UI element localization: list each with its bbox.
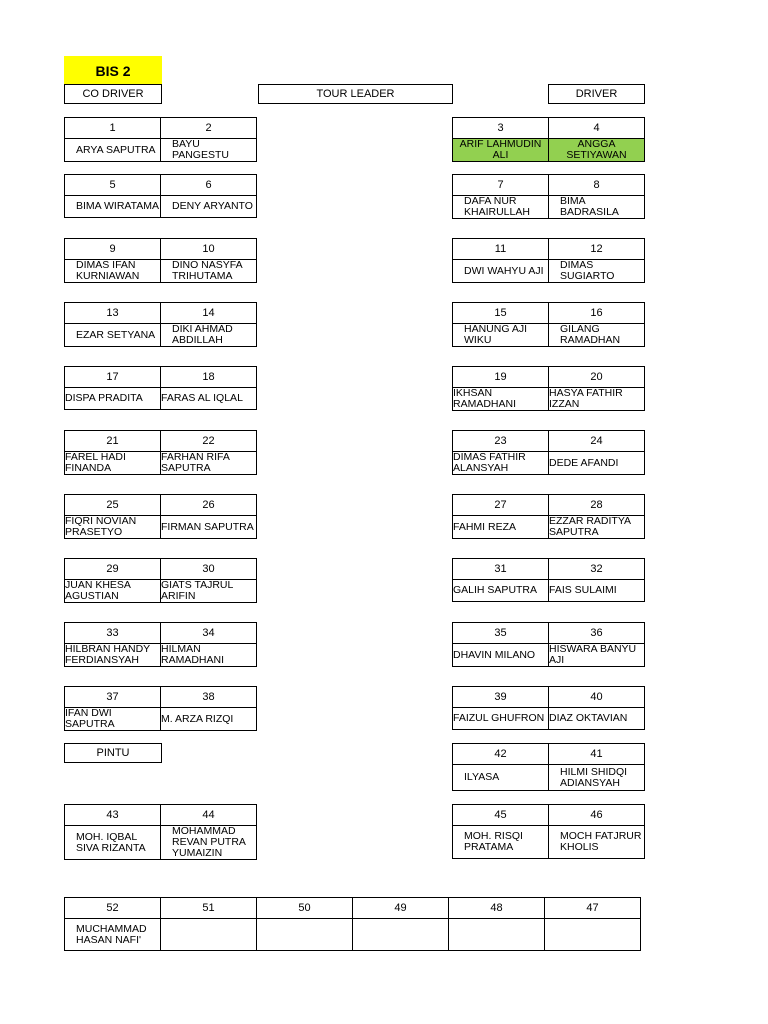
- seat-number: 44: [161, 805, 257, 826]
- passenger-name: MUCHAMMAD HASAN NAFI': [65, 919, 161, 951]
- passenger-name: FAREL HADI FINANDA: [65, 452, 161, 475]
- passenger-name: GIATS TAJRUL ARIFIN: [161, 580, 257, 603]
- seat-number: 32: [549, 559, 645, 580]
- seat-number: 33: [65, 623, 161, 644]
- seat-block-right-9: [452, 622, 645, 667]
- seat-number: 12: [549, 239, 645, 260]
- passenger-name: MOH. IQBAL SIVA RIZANTA: [65, 826, 161, 860]
- seat-block-left-3: [64, 238, 257, 283]
- passenger-name: EZAR SETYANA: [65, 324, 161, 347]
- seat-number: 10: [161, 239, 257, 260]
- seat-number: 46: [549, 805, 645, 826]
- passenger-name: HANUNG AJI WIKU: [453, 324, 549, 347]
- seat-number: 11: [453, 239, 549, 260]
- passenger-name: HILMI SHIDQI ADIANSYAH: [549, 765, 645, 791]
- passenger-name: DISPA PRADITA: [65, 388, 161, 410]
- seat-number: 2: [161, 118, 257, 139]
- passenger-name: [545, 919, 641, 951]
- seat-number: 38: [161, 687, 257, 708]
- seat-block-left-7: [64, 494, 257, 539]
- seat-number: 8: [549, 175, 645, 196]
- seat-block-right-6: [452, 430, 645, 475]
- passenger-name: DIMAS FATHIR ALANSYAH: [453, 452, 549, 475]
- seat-number: 9: [65, 239, 161, 260]
- passenger-name: FARHAN RIFA SAPUTRA: [161, 452, 257, 475]
- seat-number: 6: [161, 175, 257, 196]
- seat-number: 25: [65, 495, 161, 516]
- passenger-name: HILMAN RAMADHANI: [161, 644, 257, 667]
- passenger-name: DAFA NUR KHAIRULLAH: [453, 196, 549, 219]
- passenger-name: GILANG RAMADHAN: [549, 324, 645, 347]
- seat-number: 1: [65, 118, 161, 139]
- passenger-name: BIMA BADRASILA: [549, 196, 645, 219]
- bus-title: BIS 2: [64, 56, 162, 85]
- passenger-name: DIKI AHMAD ABDILLAH: [161, 324, 257, 347]
- seat-block-left-4: [64, 302, 257, 347]
- seat-block-right-2: [452, 174, 645, 219]
- passenger-name: BIMA WIRATAMA: [65, 196, 161, 218]
- tour-leader-label: TOUR LEADER: [258, 84, 453, 104]
- seat-block-right-7: [452, 494, 645, 539]
- passenger-name: IKHSAN RAMADHANI: [453, 388, 549, 411]
- seat-number: 42: [453, 744, 549, 765]
- passenger-name: M. ARZA RIZQI: [161, 708, 257, 731]
- passenger-name: GALIH SAPUTRA: [453, 580, 549, 602]
- seat-number: 5: [65, 175, 161, 196]
- seat-number: 26: [161, 495, 257, 516]
- passenger-name: ILYASA: [453, 765, 549, 791]
- seat-block-right-1: [452, 117, 645, 162]
- seat-number: 22: [161, 431, 257, 452]
- passenger-name: MOHAMMAD REVAN PUTRA YUMAIZIN: [161, 826, 257, 860]
- passenger-name: DENY ARYANTO: [161, 196, 257, 218]
- seat-number: 39: [453, 687, 549, 708]
- seat-number: 49: [353, 898, 449, 919]
- seat-block-right-3: [452, 238, 645, 283]
- passenger-name: HILBRAN HANDY FERDIANSYAH: [65, 644, 161, 667]
- passenger-name: [161, 919, 257, 951]
- co-driver-label: CO DRIVER: [64, 84, 162, 104]
- seat-block-right-5: [452, 366, 645, 411]
- passenger-name: FARAS AL IQLAL: [161, 388, 257, 410]
- seat-number: 36: [549, 623, 645, 644]
- passenger-name-highlighted: ARIF LAHMUDIN ALI: [453, 139, 549, 162]
- seat-block-left-8: [64, 558, 257, 603]
- seat-block-left-2: [64, 174, 257, 218]
- seat-number: 31: [453, 559, 549, 580]
- seat-number: 41: [549, 744, 645, 765]
- seat-block-right-11: [452, 743, 645, 791]
- seat-number: 18: [161, 367, 257, 388]
- seat-number: 20: [549, 367, 645, 388]
- seat-number: 50: [257, 898, 353, 919]
- seat-number: 52: [65, 898, 161, 919]
- seat-number: 4: [549, 118, 645, 139]
- passenger-name: DIMAS SUGIARTO: [549, 260, 645, 283]
- seat-number: 14: [161, 303, 257, 324]
- seat-number: 47: [545, 898, 641, 919]
- seat-block-left-1: [64, 117, 257, 162]
- seat-number: 23: [453, 431, 549, 452]
- passenger-name: DIAZ OKTAVIAN: [549, 708, 645, 730]
- passenger-name: DEDE AFANDI: [549, 452, 645, 475]
- passenger-name: [353, 919, 449, 951]
- passenger-name: EZZAR RADITYA SAPUTRA: [549, 516, 645, 539]
- seat-number: 29: [65, 559, 161, 580]
- seat-block-right-10: [452, 686, 645, 730]
- seat-number: 24: [549, 431, 645, 452]
- seat-block-right-8: [452, 558, 645, 602]
- seat-number: 3: [453, 118, 549, 139]
- seat-number: 34: [161, 623, 257, 644]
- passenger-name: FIRMAN SAPUTRA: [161, 516, 257, 539]
- passenger-name: FAIS SULAIMI: [549, 580, 645, 602]
- passenger-name: [449, 919, 545, 951]
- seat-block-right-12: [452, 804, 645, 859]
- seat-number: 30: [161, 559, 257, 580]
- seat-number: 17: [65, 367, 161, 388]
- seat-block-left-11: [64, 804, 257, 860]
- passenger-name: MOCH FATJRUR KHOLIS: [549, 826, 645, 859]
- seat-number: 37: [65, 687, 161, 708]
- seat-block-right-4: [452, 302, 645, 347]
- seat-number: 7: [453, 175, 549, 196]
- seat-number: 19: [453, 367, 549, 388]
- passenger-name: HASYA FATHIR IZZAN: [549, 388, 645, 411]
- passenger-name: [257, 919, 353, 951]
- seat-number: 16: [549, 303, 645, 324]
- passenger-name: FAHMI REZA: [453, 516, 549, 539]
- passenger-name: DWI WAHYU AJI: [453, 260, 549, 283]
- passenger-name: IFAN DWI SAPUTRA: [65, 708, 161, 731]
- seat-number: 35: [453, 623, 549, 644]
- seat-number: 21: [65, 431, 161, 452]
- passenger-name: FAIZUL GHUFRON: [453, 708, 549, 730]
- door-label: PINTU: [64, 743, 162, 763]
- seat-number: 45: [453, 805, 549, 826]
- passenger-name: BAYU PANGESTU: [161, 139, 257, 162]
- seat-number: 28: [549, 495, 645, 516]
- seat-number: 15: [453, 303, 549, 324]
- seat-number: 48: [449, 898, 545, 919]
- passenger-name: FIQRI NOVIAN PRASETYO: [65, 516, 161, 539]
- passenger-name: ARYA SAPUTRA: [65, 139, 161, 162]
- seat-number: 40: [549, 687, 645, 708]
- seat-number: 27: [453, 495, 549, 516]
- back-row: [64, 897, 641, 951]
- seat-block-left-6: [64, 430, 257, 475]
- driver-label: DRIVER: [548, 84, 645, 104]
- passenger-name: DINO NASYFA TRIHUTAMA: [161, 260, 257, 283]
- passenger-name-highlighted: ANGGA SETIYAWAN: [549, 139, 645, 162]
- seat-number: 51: [161, 898, 257, 919]
- seat-block-left-9: [64, 622, 257, 667]
- passenger-name: HISWARA BANYU AJI: [549, 644, 645, 667]
- seat-block-left-5: [64, 366, 257, 410]
- seat-number: 43: [65, 805, 161, 826]
- seat-block-left-10: [64, 686, 257, 731]
- passenger-name: MOH. RISQI PRATAMA: [453, 826, 549, 859]
- passenger-name: JUAN KHESA AGUSTIAN: [65, 580, 161, 603]
- seat-number: 13: [65, 303, 161, 324]
- passenger-name: DHAVIN MILANO: [453, 644, 549, 667]
- passenger-name: DIMAS IFAN KURNIAWAN: [65, 260, 161, 283]
